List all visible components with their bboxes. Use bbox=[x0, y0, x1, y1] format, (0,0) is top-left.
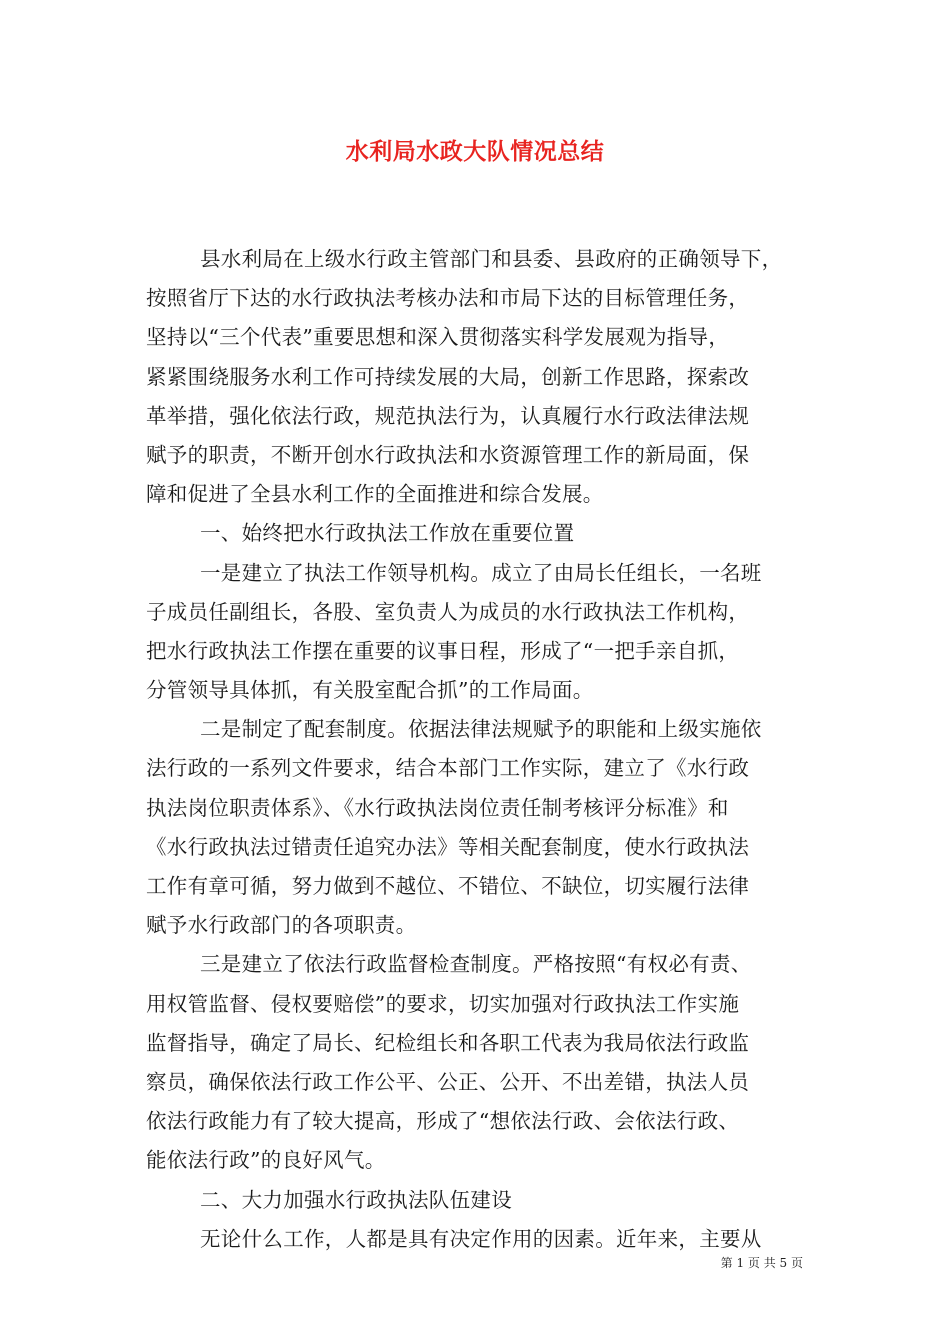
paragraph-line: 《水行政执法过错责任追究办法》等相关配套制度，使水行政执法 bbox=[146, 834, 750, 859]
paragraph-line: 子成员任副组长，各股、室负责人为成员的水行政执法工作机构， bbox=[146, 599, 750, 624]
section-heading: 二、大力加强水行政执法队伍建设 bbox=[200, 1187, 512, 1212]
paragraph-line: 赋予的职责，不断开创水行政执法和水资源管理工作的新局面，保 bbox=[146, 442, 750, 467]
paragraph-line: 依法行政能力有了较大提高，形成了“想依法行政、会依法行政、 bbox=[146, 1109, 740, 1134]
paragraph-line: 把水行政执法工作摆在重要的议事日程，形成了“一把手亲自抓， bbox=[146, 638, 740, 663]
document-body bbox=[146, 240, 810, 1259]
paragraph-line: 按照省厅下达的水行政执法考核办法和市局下达的目标管理任务， bbox=[146, 286, 750, 311]
section-heading: 一、始终把水行政执法工作放在重要位置 bbox=[200, 521, 575, 546]
paragraph-line: 能依法行政”的良好风气。 bbox=[146, 1148, 386, 1173]
paragraph-line: 无论什么工作，人都是具有决定作用的因素。近年来，主要从 bbox=[200, 1226, 762, 1251]
paragraph-line: 革举措，强化依法行政，规范执法行为，认真履行水行政法律法规 bbox=[146, 403, 750, 428]
paragraph-line: 工作有章可循，努力做到不越位、不错位、不缺位，切实履行法律 bbox=[146, 874, 750, 898]
paragraph-line: 一是建立了执法工作领导机构。成立了由局长任组长，一名班 bbox=[200, 560, 762, 585]
paragraph-line: 坚持以“三个代表”重要思想和深入贯彻落实科学发展观为指导， bbox=[146, 325, 730, 350]
paragraph-line: 监督指导，确定了局长、纪检组长和各职工代表为我局依法行政监 bbox=[146, 1030, 750, 1055]
paragraph-line: 用权管监督、侵权要赔偿”的要求，切实加强对行政执法工作实施 bbox=[146, 991, 740, 1016]
paragraph-line: 紧紧围绕服务水利工作可持续发展的大局，创新工作思路，探索改 bbox=[146, 364, 750, 389]
paragraph-line: 三是建立了依法行政监督检查制度。严格按照“有权必有责、 bbox=[200, 952, 752, 977]
paragraph-line: 障和促进了全县水利工作的全面推进和综合发展。 bbox=[146, 482, 604, 507]
page-number: 第 1 页 共 5 页 bbox=[720, 1256, 803, 1270]
paragraph-line: 县水利局在上级水行政主管部门和县委、县政府的正确领导下， bbox=[200, 247, 783, 271]
paragraph-line: 察员，确保依法行政工作公平、公正、公开、不出差错，执法人员 bbox=[146, 1069, 750, 1094]
paragraph-line: 法行政的一系列文件要求，结合本部门工作实际，建立了《水行政 bbox=[146, 756, 750, 781]
paragraph-line: 执法岗位职责体系》、《水行政执法岗位责任制考核评分标准》和 bbox=[146, 795, 729, 820]
document-title: 水利局水政大队情况总结 bbox=[345, 139, 605, 165]
paragraph-line: 赋予水行政部门的各项职责。 bbox=[146, 913, 417, 938]
paragraph-line: 二是制定了配套制度。依据法律法规赋予的职能和上级实施依 bbox=[200, 717, 762, 742]
paragraph-line: 分管领导具体抓，有关股室配合抓”的工作局面。 bbox=[146, 678, 594, 703]
